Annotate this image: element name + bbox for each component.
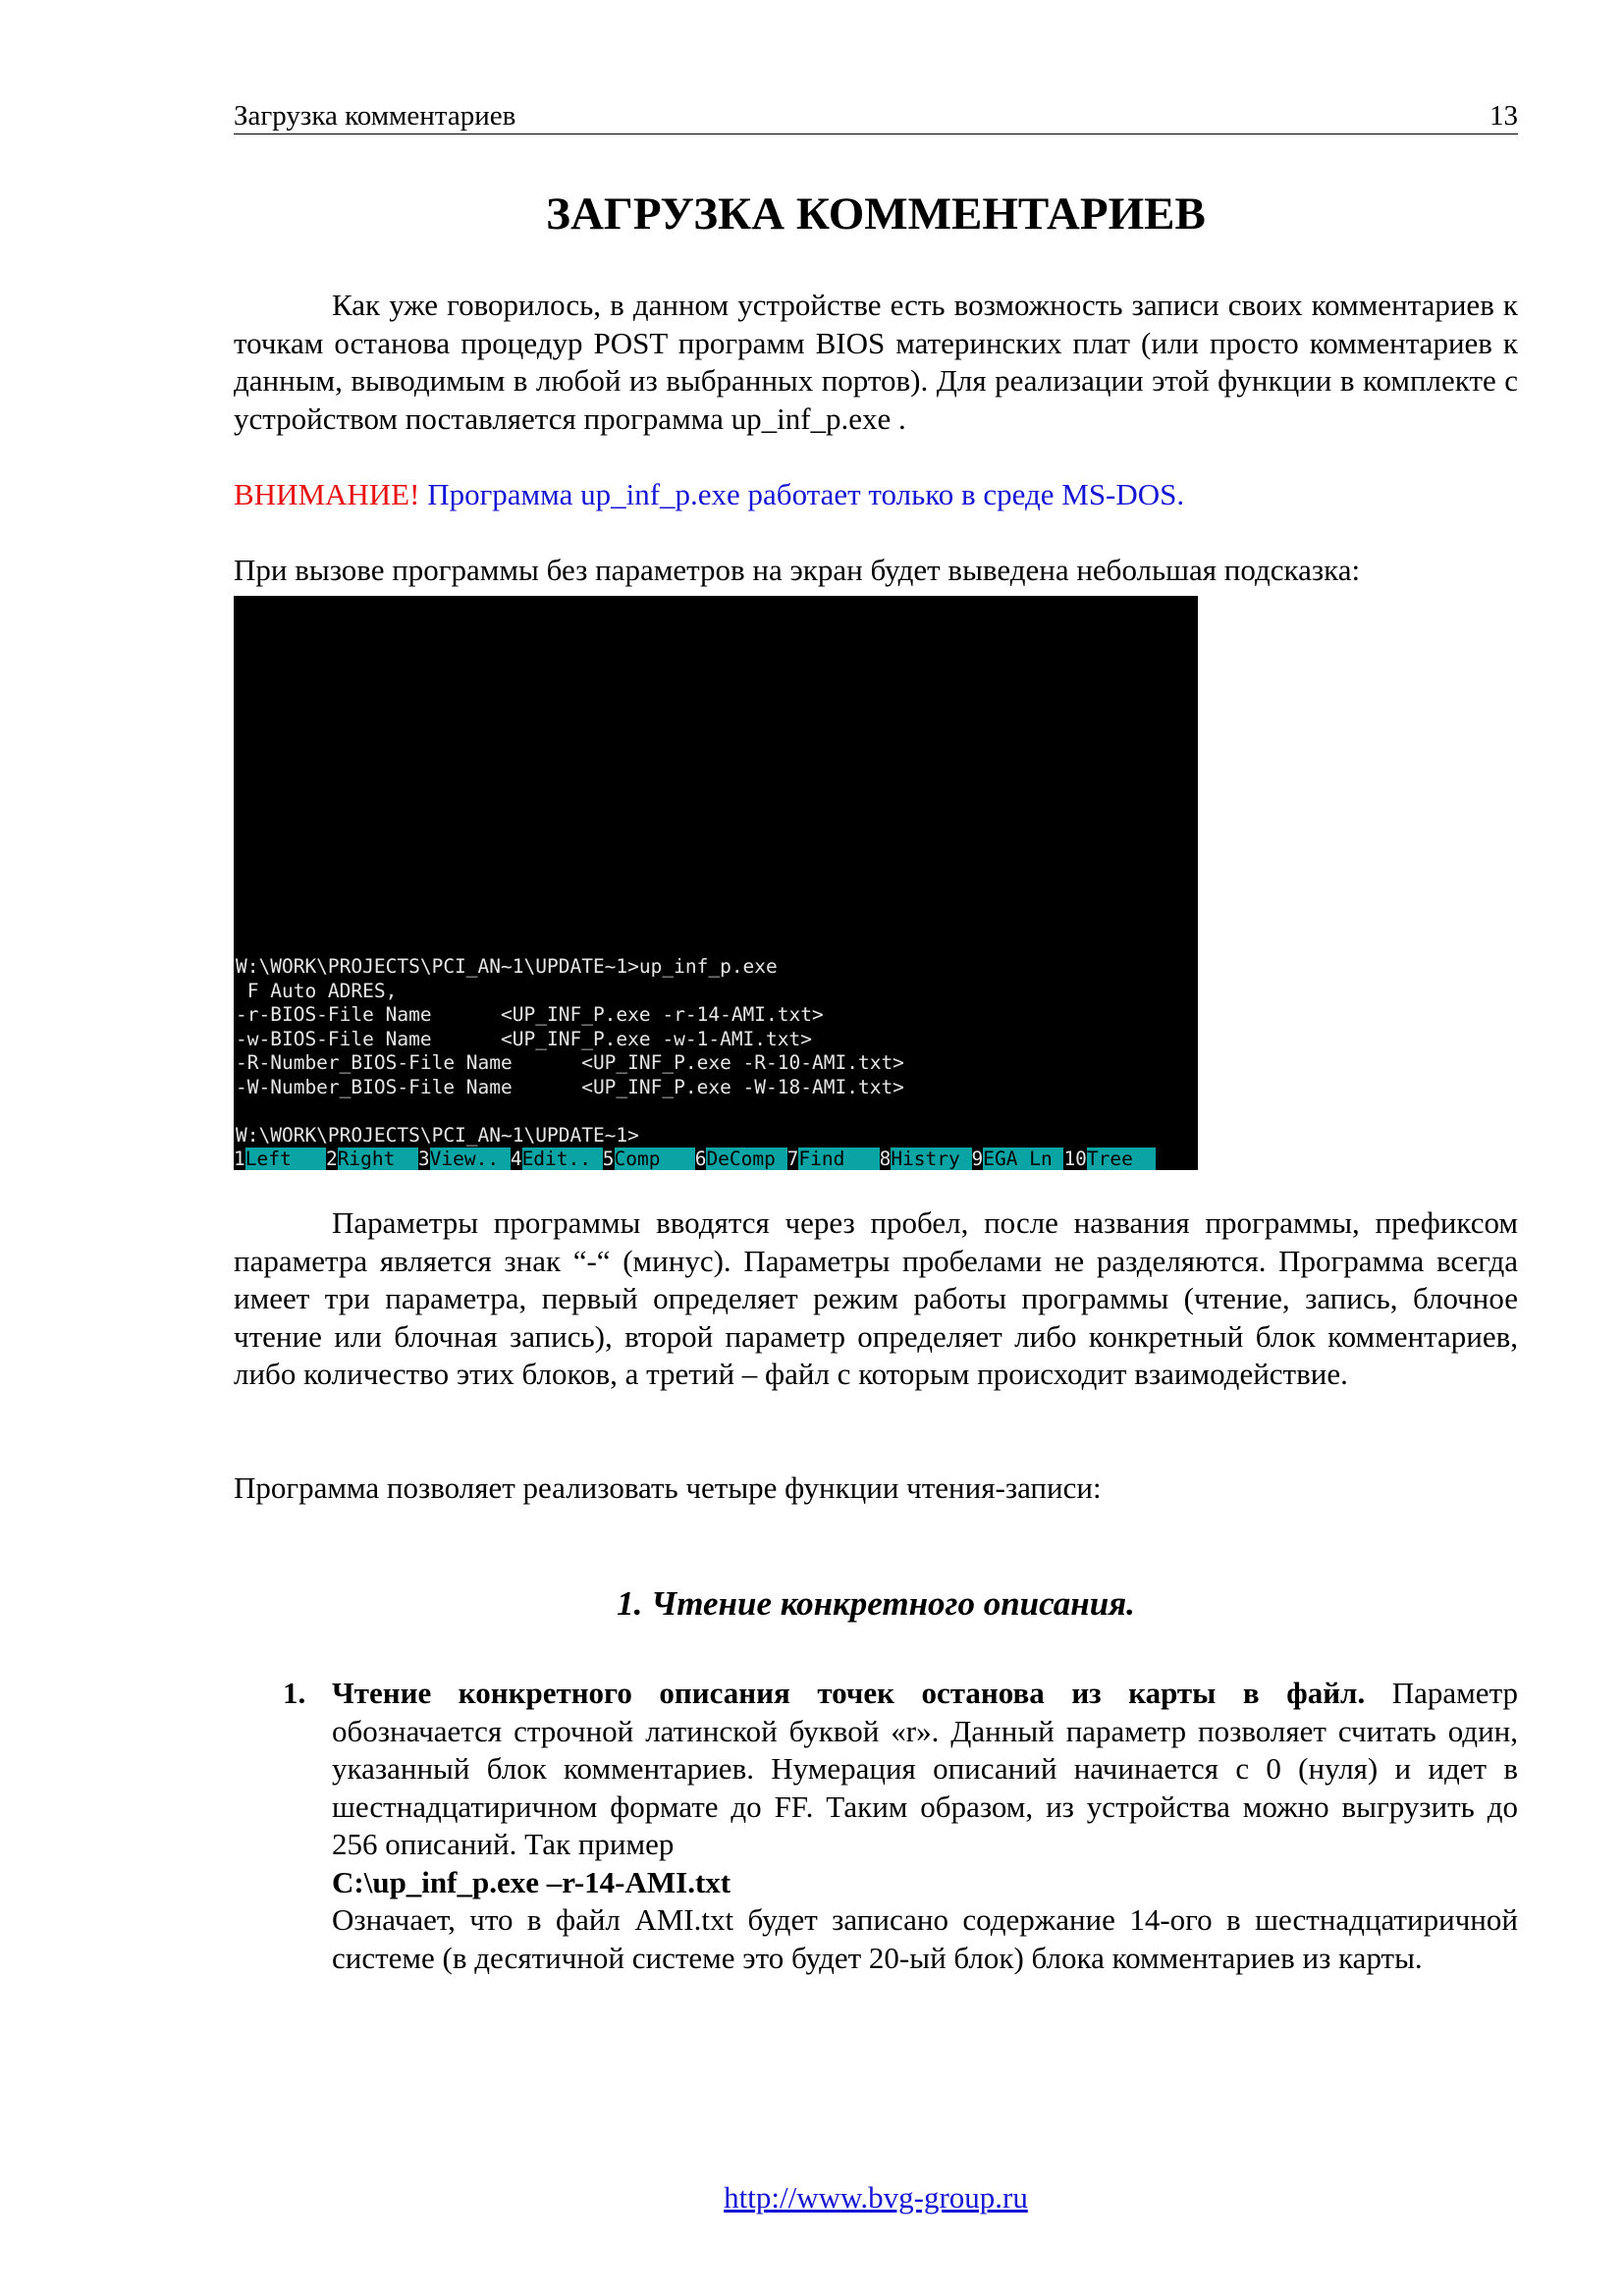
- function-key-f2: [326, 1148, 418, 1170]
- page-title: ЗАГРУЗКА КОММЕНТАРИЕВ: [546, 188, 1206, 240]
- header-title: Загрузка комментариев: [234, 100, 516, 132]
- terminal-line: -W-Number_BIOS-File Name <UP_INF_P.exe -W-18-AMI.txt>: [236, 1075, 904, 1098]
- page-number: 13: [1489, 100, 1518, 132]
- terminal-line: W:\WORK\PROJECTS\PCI_AN~1\UPDATE~1>up_inf_p.exe: [236, 955, 778, 978]
- function-key-f5: [603, 1148, 695, 1170]
- function-key-number: 1: [234, 1148, 245, 1170]
- dos-terminal-screenshot: [234, 596, 1198, 1170]
- website-link[interactable]: http://www.bvg-group.ru: [724, 2180, 1028, 2215]
- warning-label: ВНИМАНИЕ!: [234, 477, 420, 511]
- page-footer: [234, 2178, 1518, 2217]
- hint-intro: При вызове программы без параметров на экран будет выведена небольшая подсказка:: [234, 553, 1361, 587]
- function-key-label: Histry: [891, 1148, 972, 1170]
- function-key-number: 6: [694, 1148, 707, 1170]
- running-header: [234, 98, 1518, 134]
- function-key-number: 5: [602, 1148, 615, 1170]
- function-key-number: 2: [325, 1148, 338, 1170]
- function-key-f4: [511, 1148, 603, 1170]
- functions-intro: Программа позволяет реализовать четыре функции чтения-записи:: [234, 1470, 1102, 1505]
- terminal-line: -w-BIOS-File Name <UP_INF_P.exe -w-1-AMI.txt>: [236, 1027, 812, 1050]
- function-key-f6: [695, 1148, 787, 1170]
- command-explanation: Означает, что в файл AMI.txt будет записано содержание 14-ого в шестнадцатиричной системе (в десятичной системе это будет 20-ый блок) блока комментариев из карты.: [332, 1902, 1518, 1975]
- function-key-number: 4: [510, 1148, 522, 1170]
- function-key-f9: [972, 1148, 1064, 1170]
- intro-paragraph: Как уже говорилось, в данном устройстве есть возможность записи своих комментариев к точкам останова процедур POST программ BIOS материнских плат (или просто комментариев к данным, выводимым в любой из выбранных портов). Для реализации этой функции в комплекте с устройством поставляется программа up_inf_p.exe .: [234, 288, 1518, 436]
- function-key-label: Right: [337, 1148, 418, 1170]
- function-key-f7: [787, 1148, 880, 1170]
- list-item-number: 1.: [283, 1676, 306, 1710]
- list-item-lead: Чтение конкретного описания точек останова из карты в файл.: [332, 1676, 1366, 1710]
- terminal-line: [236, 1099, 904, 1124]
- terminal-line: -R-Number_BIOS-File Name <UP_INF_P.exe -R-10-AMI.txt>: [236, 1051, 904, 1074]
- terminal-line: W:\WORK\PROJECTS\PCI_AN~1\UPDATE~1>: [236, 1123, 639, 1147]
- function-key-number: 7: [786, 1148, 799, 1170]
- function-key-label: Comp: [614, 1148, 695, 1170]
- function-key-number: 3: [417, 1148, 430, 1170]
- warning-text: Программа up_inf_p.exe работает только в среде MS-DOS.: [427, 477, 1185, 511]
- function-key-f10: [1063, 1148, 1156, 1170]
- terminal-line: F Auto ADRES,: [236, 979, 398, 1002]
- list-item-body: [332, 1675, 1518, 1977]
- function-key-label: Left: [244, 1148, 326, 1170]
- function-key-f3: [418, 1148, 511, 1170]
- list-item-text: Параметр обозначается строчной латинской буквой «r». Данный параметр позволяет считать один, указанный блок комментариев. Нумерация описаний начинается с 0 (нуля) и идет в шестнадцатиричном формате до FF. Таким образом, из устройства можно выгрузить до 256 описаний. Так пример: [332, 1676, 1518, 1861]
- function-key-number: 9: [971, 1148, 984, 1170]
- function-key-label: EGA Ln: [983, 1148, 1064, 1170]
- function-key-label: Find: [798, 1148, 880, 1170]
- function-key-f1: [234, 1148, 326, 1170]
- command-example: C:\up_inf_p.exe –r-14-AMI.txt: [332, 1864, 731, 1899]
- function-key-label: Edit..: [521, 1148, 603, 1170]
- terminal-output: [236, 955, 904, 1148]
- section-title: Чтение конкретного описания.: [651, 1584, 1135, 1623]
- section-heading: [234, 1582, 1518, 1626]
- terminal-line: -r-BIOS-File Name <UP_INF_P.exe -r-14-AMI.txt>: [236, 1003, 824, 1026]
- function-key-number: 8: [879, 1148, 892, 1170]
- function-key-label: DeComp: [706, 1148, 787, 1170]
- function-key-bar: [234, 1148, 1198, 1170]
- section-number: 1.: [617, 1584, 643, 1623]
- function-key-label: View..: [429, 1148, 511, 1170]
- function-key-label: Tree: [1086, 1148, 1157, 1170]
- function-key-f8: [880, 1148, 972, 1170]
- function-key-number: 10: [1063, 1148, 1087, 1170]
- params-paragraph: Параметры программы вводятся через пробел, после названия программы, префиксом параметра является знак “-“ (минус). Параметры пробелами не разделяются. Программа всегда имеет три параметра, первый определяет режим работы программы (чтение, запись, блочное чтение или блочная запись), второй параметр определяет либо конкретный блок комментариев, либо количество этих блоков, а третий – файл с которым происходит взаимодействие.: [234, 1205, 1518, 1391]
- warning-line: [234, 476, 1518, 514]
